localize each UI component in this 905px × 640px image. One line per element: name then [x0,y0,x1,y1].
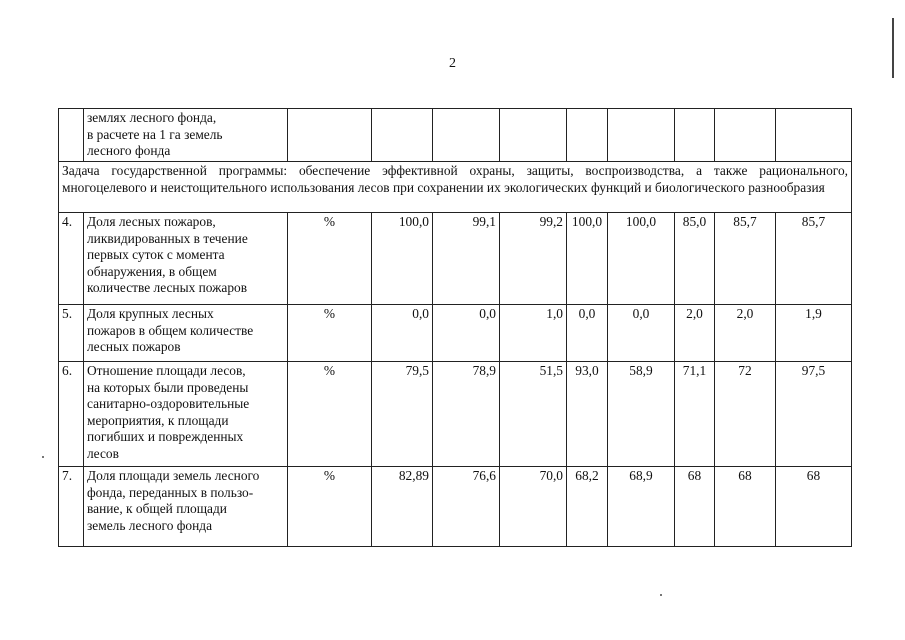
value-cell: 0,0 [433,305,500,362]
value-cell: 85,7 [776,213,852,305]
indicator-name-cell [84,305,288,362]
indicator-name-line: фонда, переданных в пользо- [87,484,254,500]
scan-speck [42,456,44,458]
value-cell: 99,1 [433,213,500,305]
value-cell: 51,5 [500,362,567,467]
indicator-name-line: ликвидированных в течение [87,230,248,246]
unit-cell: % [288,467,372,547]
value-cell: 68,2 [567,467,608,547]
indicator-name-line: земель лесного фонда [87,517,213,533]
indicator-name-line: лесов [87,445,119,461]
indicator-name-cell [84,362,288,467]
indicator-name-line: лесного фонда [87,143,171,158]
indicator-name-line: лесных пожаров [87,339,181,354]
indicator-name-line: землях лесного фонда, [87,110,217,125]
value-cell: 0,0 [608,305,675,362]
row-number-cell [59,109,84,162]
indicator-name-line: Отношение площади лесов, [87,363,246,378]
indicator-name-line: на которых были проведены [87,379,249,395]
indicator-name-cell [84,109,288,162]
value-cell: 100,0 [567,213,608,305]
indicator-name-line: мероприятия, к площади [87,412,229,428]
value-cell: 79,5 [372,362,433,467]
value-cell: 58,9 [608,362,675,467]
indicator-name-line: пожаров в общем количестве [87,322,254,338]
value-cell: 0,0 [372,305,433,362]
value-cell: 72 [715,362,776,467]
value-cell: 68 [675,467,715,547]
value-cell: 68 [776,467,852,547]
table-row [59,213,852,305]
value-cell: 100,0 [372,213,433,305]
value-cell: 97,5 [776,362,852,467]
value-cell: 0,0 [567,305,608,362]
value-cell: 78,9 [433,362,500,467]
value-cell [776,109,852,162]
value-cell: 2,0 [715,305,776,362]
table-row [59,467,852,547]
table-row [59,362,852,467]
value-cell: 100,0 [608,213,675,305]
value-cell: 93,0 [567,362,608,467]
row-number-cell: 4. [59,213,84,305]
value-cell [372,109,433,162]
indicator-name-cell [84,213,288,305]
value-cell [715,109,776,162]
value-cell: 85,7 [715,213,776,305]
task-description: Задача государственной программы: обеспечение эффективной охраны, защиты, воспроизводства, а также рационального, многоцелевого и неистощительного использования лесов при сохранении их экологических функций и биологического разнообразия [59,162,852,213]
unit-cell [288,109,372,162]
indicator-name-line: погибших и поврежденных [87,429,244,444]
scan-speck [660,594,662,596]
row-number-cell: 6. [59,362,84,467]
task-row [59,162,852,213]
scan-edge-line [892,18,894,78]
indicator-name-line: обнаружения, в общем [87,263,217,279]
value-cell: 70,0 [500,467,567,547]
table-row-continuation [59,109,852,162]
value-cell [500,109,567,162]
value-cell [567,109,608,162]
value-cell [608,109,675,162]
indicators-table [58,108,852,547]
indicator-name-line: санитарно-оздоровительные [87,396,250,411]
value-cell: 82,89 [372,467,433,547]
row-number-cell: 7. [59,467,84,547]
value-cell: 99,2 [500,213,567,305]
value-cell [433,109,500,162]
value-cell: 68,9 [608,467,675,547]
unit-cell: % [288,362,372,467]
indicator-name-line: первых суток с момента [87,247,225,262]
value-cell [675,109,715,162]
value-cell: 2,0 [675,305,715,362]
indicator-name-line: вание, к общей площади [87,501,227,516]
unit-cell: % [288,305,372,362]
indicator-name-line: Доля крупных лесных [87,306,214,321]
value-cell: 76,6 [433,467,500,547]
row-number-cell: 5. [59,305,84,362]
table-row [59,305,852,362]
page-number: 2 [449,56,456,71]
unit-cell: % [288,213,372,305]
value-cell: 68 [715,467,776,547]
value-cell: 1,0 [500,305,567,362]
value-cell: 71,1 [675,362,715,467]
indicator-name-line: Доля лесных пожаров, [87,214,216,229]
indicator-name-line: Доля площади земель лесного [87,468,260,483]
indicator-name-line: количестве лесных пожаров [87,280,248,295]
value-cell: 85,0 [675,213,715,305]
indicator-name-cell [84,467,288,547]
value-cell: 1,9 [776,305,852,362]
indicator-name-line: в расчете на 1 га земель [87,126,223,142]
